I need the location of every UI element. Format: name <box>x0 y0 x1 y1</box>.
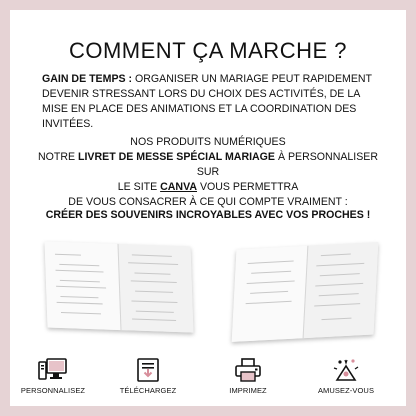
celebration-icon <box>331 358 361 382</box>
booklet-right-page <box>117 244 193 333</box>
products-line-3-post: VOUS PERMETTRA <box>197 181 299 193</box>
intro-paragraph <box>42 72 382 132</box>
products-line-1: NOS PRODUITS NUMÉRIQUES <box>130 136 286 148</box>
callout-text: CRÉER DES SOUVENIRS INCROYABLES AVEC VOS PROCHES ! <box>45 209 371 221</box>
canva-link[interactable]: CANVA <box>160 181 198 193</box>
product-name: LIVRET DE MESSE SPÉCIAL MARIAGE <box>78 151 275 163</box>
page-title: COMMENT ÇA MARCHE ? <box>68 38 347 63</box>
step-personnalisez <box>13 358 93 395</box>
download-icon <box>133 358 163 382</box>
printer-icon <box>233 358 263 382</box>
booklet-mockup-left <box>45 241 194 332</box>
intro-text: ORGANISER UN MARIAGE PEUT RAPIDEMENT DEVENIR STRESSANT LORS DU CHOIX DES ACTIVITÉS, DE LA MISE EN PLACE DES ANIMATIONS ET LA COORDINATION DES INVITÉES. <box>42 73 372 130</box>
booklet-mockup-right <box>232 242 379 342</box>
products-paragraph <box>30 135 386 210</box>
step-telechargez <box>108 358 188 395</box>
content-card <box>10 10 406 406</box>
intro-lead: GAIN DE TEMPS : <box>42 73 133 85</box>
products-line-2-post: À PERSONNALISER SUR <box>196 151 379 178</box>
step-amusez-vous <box>306 358 386 395</box>
step-label: PERSONNALISEZ <box>20 386 86 395</box>
products-line-2 <box>30 150 386 180</box>
step-imprimez <box>208 358 288 395</box>
computer-icon <box>38 358 68 382</box>
booklet-left-page <box>45 241 121 330</box>
step-label: TÉLÉCHARGEZ <box>119 386 177 395</box>
booklet-left-page <box>232 246 308 342</box>
products-line-2-pre: NOTRE <box>37 151 78 163</box>
products-line-4: DE VOUS CONSACRER À CE QUI COMPTE VRAIMENT : <box>68 196 348 208</box>
booklet-right-page <box>303 242 379 338</box>
step-label: AMUSEZ-VOUS <box>317 386 375 395</box>
products-line-3 <box>30 180 386 195</box>
products-line-3-pre: LE SITE <box>117 181 161 193</box>
step-label: IMPRIMEZ <box>229 386 267 395</box>
